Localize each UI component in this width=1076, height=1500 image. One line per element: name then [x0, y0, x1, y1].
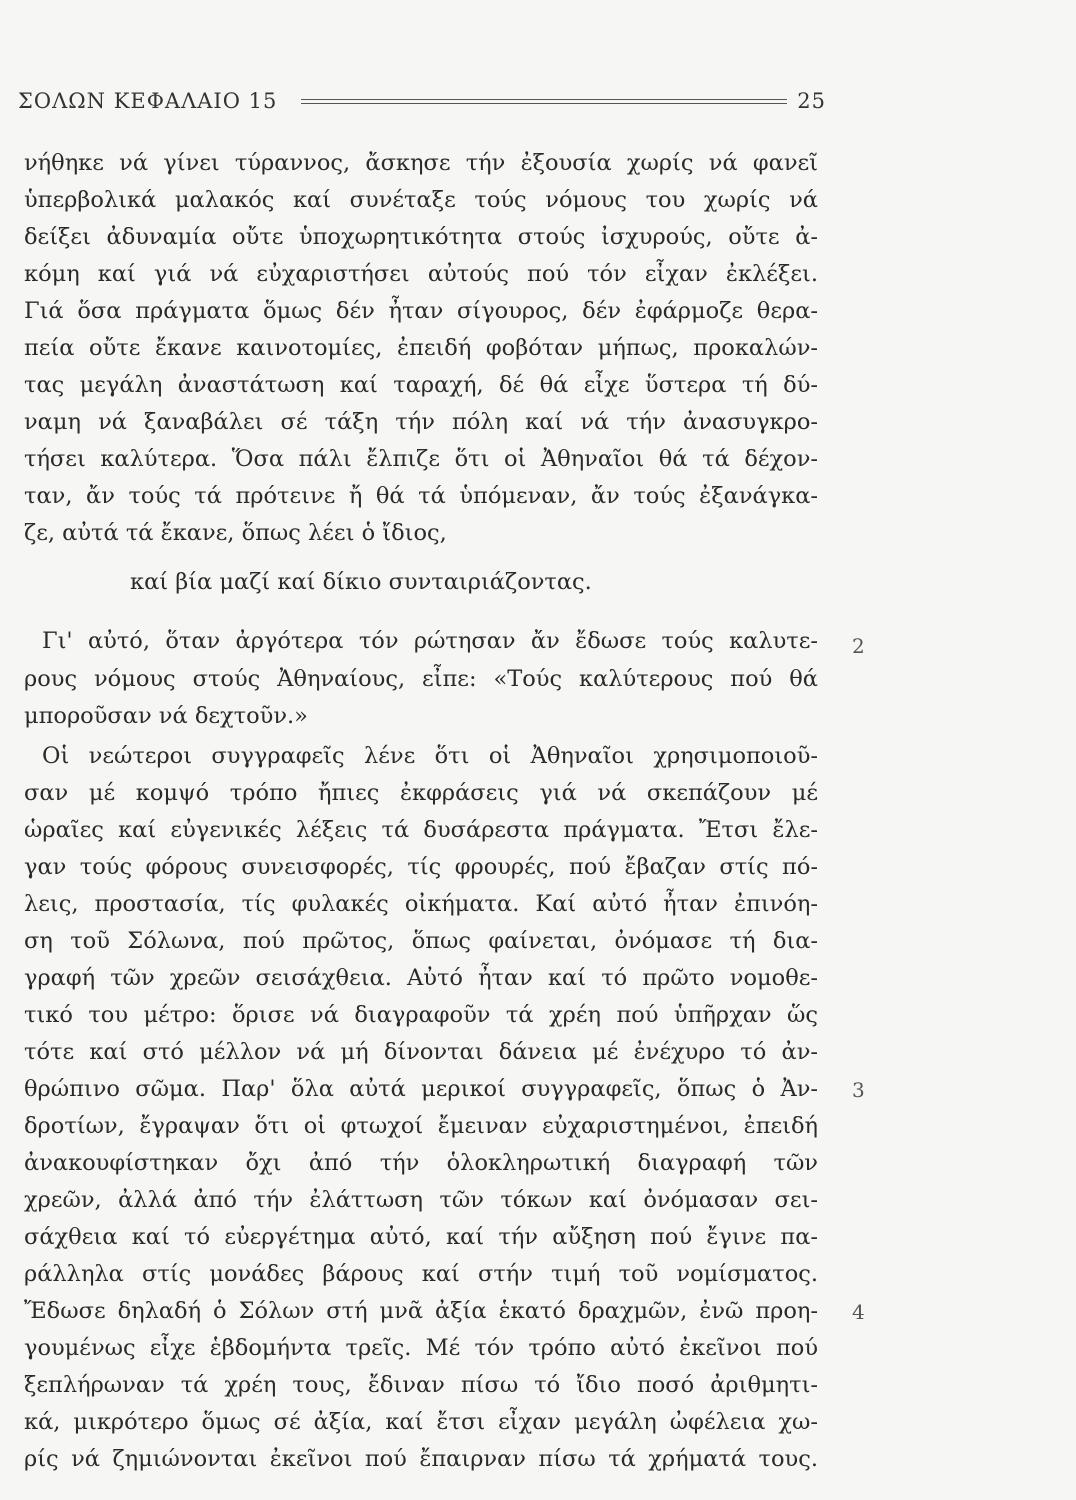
verse-quote: καί βία μαζί καί δίκιο συνταιριάζοντας.	[130, 569, 592, 595]
text-line: Γιά ὅσα πράγματα ὅμως δέν ἦταν σίγουρος, δέν ἐφάρμοζε θερα-	[24, 298, 818, 324]
text-line: γραφή τῶν χρεῶν σεισάχθεια. Αὐτό ἦταν καί τό πρῶτο νομοθε-	[24, 965, 818, 991]
text-line: δείξει ἀδυναμία οὔτε ὑποχωρητικότητα στούς ἰσχυρούς, οὔτε ἀ-	[24, 224, 818, 250]
text-line: Γι' αὐτό, ὅταν ἀργότερα τόν ρώτησαν ἄν ἔδωσε τούς καλυτε-	[42, 628, 818, 654]
text-line: ζε, αὐτά τά ἔκανε, ὅπως λέει ὁ ἴδιος,	[24, 520, 447, 546]
text-line: μποροῦσαν νά δεχτοῦν.»	[24, 703, 308, 729]
text-line: τότε καί στό μέλλον νά μή δίνονται δάνεια μέ ἐνέχυρο τό ἀν-	[24, 1039, 818, 1065]
margin-section-number: 4	[852, 1300, 865, 1324]
text-line: τας μεγάλη ἀναστάτωση καί ταραχή, δέ θά εἶχε ὕστερα τή δύ-	[24, 372, 818, 398]
text-line: σάχθεια καί τό εὐεργέτημα αὐτό, καί τήν αὔξηση πού ἔγινε πα-	[24, 1224, 818, 1250]
text-line: ὡραῖες καί εὐγενικές λέξεις τά δυσάρεστα πράγματα. Ἔτσι ἔλε-	[24, 817, 818, 843]
text-line: γαν τούς φόρους συνεισφορές, τίς φρουρές, πού ἔβαζαν στίς πό-	[24, 854, 818, 880]
text-line: ὑπερβολικά μαλακός καί συνέταξε τούς νόμους του χωρίς νά	[24, 187, 818, 213]
text-line: ξεπλήρωναν τά χρέη τους, ἔδιναν πίσω τό ἴδιο ποσό ἀριθμητι-	[24, 1372, 818, 1398]
header-double-rule	[301, 99, 787, 104]
text-line: Ἔδωσε δηλαδή ὁ Σόλων στή μνᾶ ἀξία ἑκατό δραχμῶν, ἐνῶ προη-	[24, 1298, 818, 1324]
text-line: ση τοῦ Σόλωνα, πού πρῶτος, ὅπως φαίνεται, ὀνόμασε τή δια-	[24, 928, 818, 954]
text-line: ρους νόμους στούς Ἀθηναίους, εἶπε: «Τούς καλύτερους πού θά	[24, 666, 818, 692]
page-number: 25	[797, 89, 826, 113]
text-line: ρίς νά ζημιώνονται ἐκεῖνοι πού ἔπαιρναν πίσω τά χρήματά τους.	[24, 1446, 818, 1472]
margin-section-number: 3	[852, 1078, 865, 1102]
text-line: Οἱ νεώτεροι συγγραφεῖς λένε ὅτι οἱ Ἀθηναῖοι χρησιμοποιοῦ-	[42, 743, 818, 769]
text-line: τικό του μέτρο: ὅρισε νά διαγραφοῦν τά χρέη πού ὑπῆρχαν ὥς	[24, 1002, 818, 1028]
text-line: λεις, προστασία, τίς φυλακές οἰκήματα. Καί αὐτό ἦταν ἐπινόη-	[24, 891, 818, 917]
running-header	[18, 84, 826, 118]
text-line: ἀνακουφίστηκαν ὄχι ἀπό τήν ὁλοκληρωτική διαγραφή τῶν	[24, 1150, 818, 1176]
text-line: ράλληλα στίς μονάδες βάρους καί στήν τιμή τοῦ νομίσματος.	[24, 1261, 818, 1287]
text-line: κόμη καί γιά νά εὐχαριστήσει αὐτούς πού τόν εἶχαν ἐκλέξει.	[24, 261, 818, 287]
text-line: δροτίων, ἔγραψαν ὅτι οἱ φτωχοί ἔμειναν εὐχαριστημένοι, ἐπειδή	[24, 1113, 818, 1139]
text-line: ταν, ἄν τούς τά πρότεινε ἤ θά τά ὑπόμεναν, ἄν τούς ἐξανάγκα-	[24, 483, 818, 509]
text-line: χρεῶν, ἀλλά ἀπό τήν ἐλάττωση τῶν τόκων καί ὀνόμασαν σει-	[24, 1187, 818, 1213]
text-line: θρώπινο σῶμα. Παρ' ὅλα αὐτά μερικοί συγγραφεῖς, ὅπως ὁ Ἀν-	[24, 1076, 818, 1102]
text-line: τήσει καλύτερα. Ὅσα πάλι ἔλπιζε ὅτι οἱ Ἀθηναῖοι θά τά δέχον-	[24, 446, 818, 472]
margin-section-number: 2	[852, 634, 865, 658]
text-line: σαν μέ κομψό τρόπο ἤπιες ἐκφράσεις γιά νά σκεπάζουν μέ	[24, 780, 818, 806]
running-header-title: ΣΟΛΩΝ ΚΕΦΑΛΑΙΟ 15	[18, 89, 278, 113]
text-line: γουμένως εἶχε ἑβδομήντα τρεῖς. Μέ τόν τρόπο αὐτό ἐκεῖνοι πού	[24, 1335, 818, 1361]
text-line: πεία οὔτε ἔκανε καινοτομίες, ἐπειδή φοβόταν μήπως, προκαλών-	[24, 335, 818, 361]
text-line: νήθηκε νά γίνει τύραννος, ἄσκησε τήν ἐξουσία χωρίς νά φανεῖ	[24, 150, 818, 176]
text-line: ναμη νά ξαναβάλει σέ τάξη τήν πόλη καί νά τήν ἀνασυγκρο-	[24, 409, 818, 435]
text-line: κά, μικρότερο ὅμως σέ ἀξία, καί ἔτσι εἶχαν μεγάλη ὠφέλεια χω-	[24, 1409, 818, 1435]
